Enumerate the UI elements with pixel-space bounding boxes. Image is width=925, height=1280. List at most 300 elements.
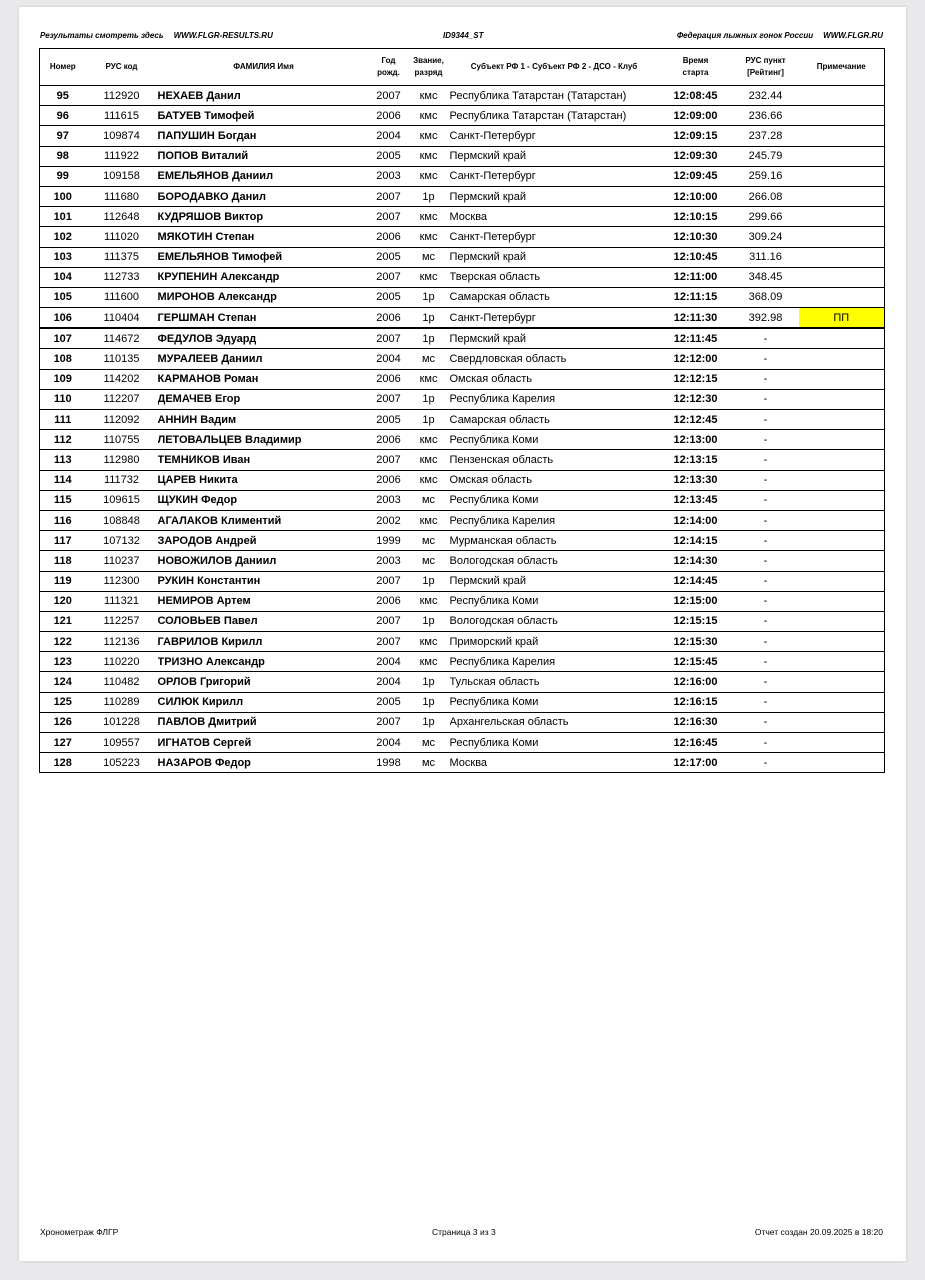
rus-points-cell: - <box>733 389 799 409</box>
note-cell <box>799 430 885 450</box>
rus-points-cell: 245.79 <box>733 146 799 166</box>
birth-year-cell: 2005 <box>370 146 408 166</box>
rus-points-cell: - <box>733 369 799 389</box>
start-time-cell: 12:12:30 <box>659 389 733 409</box>
start-time-cell: 12:15:30 <box>659 632 733 652</box>
birth-year-cell: 2006 <box>370 227 408 247</box>
start-number-cell: 107 <box>40 328 86 349</box>
start-time-cell: 12:10:00 <box>659 186 733 206</box>
table-row <box>40 349 885 369</box>
table-row <box>40 106 885 126</box>
rus-code-cell: 110482 <box>86 672 158 692</box>
col-year-header <box>370 49 408 86</box>
sport-rank-cell: 1р <box>408 712 450 732</box>
start-number-cell: 117 <box>40 531 86 551</box>
rus-points-cell: 232.44 <box>733 86 799 106</box>
birth-year-cell: 2007 <box>370 186 408 206</box>
start-list-table <box>39 48 885 773</box>
rus-code-cell: 111600 <box>86 287 158 307</box>
start-number-cell: 103 <box>40 247 86 267</box>
athlete-name-cell: ПОПОВ Виталий <box>158 146 370 166</box>
start-time-cell: 12:16:15 <box>659 692 733 712</box>
athlete-name-cell: ФЕДУЛОВ Эдуард <box>158 328 370 349</box>
note-cell <box>799 672 885 692</box>
rus-points-cell: - <box>733 490 799 510</box>
note-cell <box>799 733 885 753</box>
rus-points-cell: - <box>733 712 799 732</box>
athlete-name-cell: ОРЛОВ Григорий <box>158 672 370 692</box>
sport-rank-cell: кмс <box>408 227 450 247</box>
athlete-name-cell: ТРИЗНО Александр <box>158 652 370 672</box>
start-number-cell: 116 <box>40 510 86 530</box>
rus-points-cell: - <box>733 672 799 692</box>
rus-points-cell: 311.16 <box>733 247 799 267</box>
start-number-cell: 95 <box>40 86 86 106</box>
rus-code-cell: 110755 <box>86 430 158 450</box>
rus-code-cell: 101228 <box>86 712 158 732</box>
start-number-cell: 111 <box>40 410 86 430</box>
note-cell <box>799 349 885 369</box>
rus-code-cell: 112733 <box>86 267 158 287</box>
rus-code-cell: 111680 <box>86 186 158 206</box>
sport-rank-cell: кмс <box>408 146 450 166</box>
sport-rank-cell: мс <box>408 349 450 369</box>
note-cell <box>799 146 885 166</box>
table-row <box>40 632 885 652</box>
table-row <box>40 166 885 186</box>
sport-rank-cell: кмс <box>408 430 450 450</box>
athlete-name-cell: ПАВЛОВ Дмитрий <box>158 712 370 732</box>
rus-points-cell: - <box>733 632 799 652</box>
birth-year-cell: 2007 <box>370 328 408 349</box>
note-cell <box>799 510 885 530</box>
note-cell <box>799 267 885 287</box>
table-row <box>40 247 885 267</box>
region-club-cell: Республика Коми <box>450 692 659 712</box>
athlete-name-cell: ГЕРШМАН Степан <box>158 308 370 329</box>
rus-code-cell: 112920 <box>86 86 158 106</box>
sport-rank-cell: мс <box>408 247 450 267</box>
athlete-name-cell: ЕМЕЛЬЯНОВ Даниил <box>158 166 370 186</box>
athlete-name-cell: НЕМИРОВ Артем <box>158 591 370 611</box>
athlete-name-cell: СИЛЮК Кирилл <box>158 692 370 712</box>
sport-rank-cell: кмс <box>408 207 450 227</box>
rus-code-cell: 110220 <box>86 652 158 672</box>
col-note-header: Примечание <box>799 49 885 86</box>
note-cell <box>799 186 885 206</box>
sport-rank-cell: кмс <box>408 652 450 672</box>
region-club-cell: Пермский край <box>450 571 659 591</box>
rus-points-cell: 236.66 <box>733 106 799 126</box>
sport-rank-cell: кмс <box>408 166 450 186</box>
athlete-name-cell: МИРОНОВ Александр <box>158 287 370 307</box>
athlete-name-cell: КУДРЯШОВ Виктор <box>158 207 370 227</box>
start-time-cell: 12:10:30 <box>659 227 733 247</box>
birth-year-cell: 2005 <box>370 410 408 430</box>
table-row <box>40 186 885 206</box>
start-number-cell: 99 <box>40 166 86 186</box>
start-number-cell: 115 <box>40 490 86 510</box>
table-row <box>40 86 885 106</box>
athlete-name-cell: НОВОЖИЛОВ Даниил <box>158 551 370 571</box>
start-number-cell: 102 <box>40 227 86 247</box>
start-time-cell: 12:11:00 <box>659 267 733 287</box>
athlete-name-cell: КАРМАНОВ Роман <box>158 369 370 389</box>
note-cell <box>799 753 885 773</box>
col-rank-header <box>408 49 450 86</box>
document-page <box>19 7 906 1261</box>
birth-year-cell: 2003 <box>370 490 408 510</box>
start-number-cell: 110 <box>40 389 86 409</box>
birth-year-cell: 2007 <box>370 450 408 470</box>
start-number-cell: 106 <box>40 308 86 329</box>
start-number-cell: 113 <box>40 450 86 470</box>
col-year-line1: Год <box>381 56 396 65</box>
region-club-cell: Санкт-Петербург <box>450 126 659 146</box>
rus-code-cell: 111922 <box>86 146 158 166</box>
rus-points-cell: - <box>733 450 799 470</box>
start-number-cell: 105 <box>40 287 86 307</box>
region-club-cell: Санкт-Петербург <box>450 227 659 247</box>
sport-rank-cell: 1р <box>408 692 450 712</box>
rus-code-cell: 105223 <box>86 753 158 773</box>
page-header <box>40 31 883 45</box>
sport-rank-cell: кмс <box>408 450 450 470</box>
rus-code-cell: 109615 <box>86 490 158 510</box>
start-number-cell: 109 <box>40 369 86 389</box>
region-club-cell: Республика Коми <box>450 733 659 753</box>
col-points-line2: [Рейтинг] <box>747 68 784 77</box>
region-club-cell: Омская область <box>450 470 659 490</box>
table-row <box>40 652 885 672</box>
athlete-name-cell: РУКИН Константин <box>158 571 370 591</box>
region-club-cell: Москва <box>450 753 659 773</box>
region-club-cell: Свердловская область <box>450 349 659 369</box>
start-time-cell: 12:15:15 <box>659 611 733 631</box>
athlete-name-cell: МЯКОТИН Степан <box>158 227 370 247</box>
athlete-name-cell: ИГНАТОВ Сергей <box>158 733 370 753</box>
footer-timing: Хронометраж ФЛГР <box>40 1227 119 1237</box>
col-points-header <box>733 49 799 86</box>
col-name-header: ФАМИЛИЯ Имя <box>158 49 370 86</box>
birth-year-cell: 2006 <box>370 591 408 611</box>
rus-code-cell: 110237 <box>86 551 158 571</box>
rus-points-cell: - <box>733 753 799 773</box>
table-row <box>40 490 885 510</box>
start-number-cell: 114 <box>40 470 86 490</box>
start-time-cell: 12:13:30 <box>659 470 733 490</box>
region-club-cell: Самарская область <box>450 287 659 307</box>
start-number-cell: 96 <box>40 106 86 126</box>
results-site-url[interactable]: WWW.FLGR-RESULTS.RU <box>173 31 273 40</box>
sport-rank-cell: мс <box>408 733 450 753</box>
region-club-cell: Санкт-Петербург <box>450 308 659 329</box>
note-cell <box>799 490 885 510</box>
start-time-cell: 12:10:45 <box>659 247 733 267</box>
region-club-cell: Республика Коми <box>450 430 659 450</box>
col-time-header <box>659 49 733 86</box>
sport-rank-cell: 1р <box>408 308 450 329</box>
rus-code-cell: 110135 <box>86 349 158 369</box>
birth-year-cell: 2007 <box>370 632 408 652</box>
note-cell <box>799 531 885 551</box>
table-header-row <box>40 49 885 86</box>
birth-year-cell: 1999 <box>370 531 408 551</box>
sport-rank-cell: кмс <box>408 267 450 287</box>
athlete-name-cell: ТЕМНИКОВ Иван <box>158 450 370 470</box>
birth-year-cell: 2006 <box>370 106 408 126</box>
region-club-cell: Пермский край <box>450 186 659 206</box>
sport-rank-cell: мс <box>408 531 450 551</box>
rus-points-cell: - <box>733 470 799 490</box>
start-time-cell: 12:14:30 <box>659 551 733 571</box>
rus-code-cell: 111732 <box>86 470 158 490</box>
start-time-cell: 12:14:00 <box>659 510 733 530</box>
start-time-cell: 12:12:45 <box>659 410 733 430</box>
sport-rank-cell: кмс <box>408 591 450 611</box>
footer-created: Отчет создан 20.09.2025 в 18:20 <box>754 1227 883 1237</box>
note-cell <box>799 571 885 591</box>
region-club-cell: Приморский край <box>450 632 659 652</box>
rus-points-cell: - <box>733 591 799 611</box>
rus-points-cell: - <box>733 571 799 591</box>
start-number-cell: 121 <box>40 611 86 631</box>
start-time-cell: 12:09:45 <box>659 166 733 186</box>
sport-rank-cell: кмс <box>408 106 450 126</box>
birth-year-cell: 2007 <box>370 611 408 631</box>
table-row <box>40 611 885 631</box>
birth-year-cell: 2005 <box>370 692 408 712</box>
note-cell <box>799 450 885 470</box>
col-rank-line1: Звание, <box>413 56 444 65</box>
rus-points-cell: - <box>733 692 799 712</box>
table-row <box>40 591 885 611</box>
start-time-cell: 12:12:00 <box>659 349 733 369</box>
start-time-cell: 12:12:15 <box>659 369 733 389</box>
col-rank-line2: разряд <box>414 68 443 77</box>
sport-rank-cell: 1р <box>408 672 450 692</box>
region-club-cell: Пензенская область <box>450 450 659 470</box>
col-code-header: РУС код <box>86 49 158 86</box>
region-club-cell: Омская область <box>450 369 659 389</box>
col-year-line2: рожд. <box>377 68 400 77</box>
note-cell <box>799 106 885 126</box>
start-number-cell: 108 <box>40 349 86 369</box>
birth-year-cell: 2003 <box>370 166 408 186</box>
start-number-cell: 127 <box>40 733 86 753</box>
note-cell <box>799 591 885 611</box>
birth-year-cell: 2007 <box>370 712 408 732</box>
start-time-cell: 12:14:45 <box>659 571 733 591</box>
start-number-cell: 120 <box>40 591 86 611</box>
rus-points-cell: - <box>733 349 799 369</box>
athlete-name-cell: ЕМЕЛЬЯНОВ Тимофей <box>158 247 370 267</box>
athlete-name-cell: ПАПУШИН Богдан <box>158 126 370 146</box>
start-number-cell: 118 <box>40 551 86 571</box>
rus-code-cell: 111375 <box>86 247 158 267</box>
rus-code-cell: 114202 <box>86 369 158 389</box>
sport-rank-cell: 1р <box>408 389 450 409</box>
athlete-name-cell: БАТУЕВ Тимофей <box>158 106 370 126</box>
birth-year-cell: 2006 <box>370 308 408 329</box>
rus-code-cell: 114672 <box>86 328 158 349</box>
region-club-cell: Пермский край <box>450 247 659 267</box>
sport-rank-cell: кмс <box>408 126 450 146</box>
table-row <box>40 672 885 692</box>
rus-points-cell: 266.08 <box>733 186 799 206</box>
athlete-name-cell: СОЛОВЬЕВ Павел <box>158 611 370 631</box>
region-club-cell: Вологодская область <box>450 551 659 571</box>
note-cell <box>799 369 885 389</box>
note-cell <box>799 86 885 106</box>
athlete-name-cell: НЕХАЕВ Данил <box>158 86 370 106</box>
federation-url[interactable]: WWW.FLGR.RU <box>823 31 883 40</box>
region-club-cell: Пермский край <box>450 146 659 166</box>
sport-rank-cell: мс <box>408 753 450 773</box>
birth-year-cell: 2007 <box>370 389 408 409</box>
table-row <box>40 308 885 329</box>
start-time-cell: 12:14:15 <box>659 531 733 551</box>
sport-rank-cell: мс <box>408 490 450 510</box>
sport-rank-cell: 1р <box>408 186 450 206</box>
note-cell <box>799 652 885 672</box>
athlete-name-cell: КРУПЕНИН Александр <box>158 267 370 287</box>
region-club-cell: Вологодская область <box>450 611 659 631</box>
federation-text: Федерация лыжных гонок России <box>676 31 814 40</box>
rus-points-cell: 259.16 <box>733 166 799 186</box>
sport-rank-cell: кмс <box>408 369 450 389</box>
table-row <box>40 207 885 227</box>
start-number-cell: 126 <box>40 712 86 732</box>
start-time-cell: 12:11:15 <box>659 287 733 307</box>
note-cell <box>799 207 885 227</box>
page-footer <box>40 1227 883 1241</box>
start-time-cell: 12:16:30 <box>659 712 733 732</box>
table-row <box>40 470 885 490</box>
start-time-cell: 12:11:30 <box>659 308 733 329</box>
rus-code-cell: 111615 <box>86 106 158 126</box>
note-cell <box>799 247 885 267</box>
rus-code-cell: 110404 <box>86 308 158 329</box>
rus-code-cell: 112257 <box>86 611 158 631</box>
table-row <box>40 753 885 773</box>
rus-points-cell: 392.98 <box>733 308 799 329</box>
start-time-cell: 12:13:00 <box>659 430 733 450</box>
table-row <box>40 510 885 530</box>
athlete-name-cell: ЩУКИН Федор <box>158 490 370 510</box>
region-club-cell: Республика Татарстан (Татарстан) <box>450 86 659 106</box>
table-row <box>40 389 885 409</box>
table-body <box>40 86 885 773</box>
birth-year-cell: 2006 <box>370 430 408 450</box>
rus-code-cell: 112092 <box>86 410 158 430</box>
region-club-cell: Республика Карелия <box>450 389 659 409</box>
rus-points-cell: - <box>733 733 799 753</box>
start-number-cell: 98 <box>40 146 86 166</box>
table-row <box>40 267 885 287</box>
athlete-name-cell: ЛЕТОВАЛЬЦЕВ Владимир <box>158 430 370 450</box>
start-time-cell: 12:09:15 <box>659 126 733 146</box>
note-cell: ПП <box>799 308 885 329</box>
sport-rank-cell: 1р <box>408 287 450 307</box>
col-time-line2: старта <box>682 68 709 77</box>
start-number-cell: 124 <box>40 672 86 692</box>
table-row <box>40 146 885 166</box>
table-row <box>40 410 885 430</box>
note-cell <box>799 227 885 247</box>
note-cell <box>799 410 885 430</box>
athlete-name-cell: ЗАРОДОВ Андрей <box>158 531 370 551</box>
start-number-cell: 128 <box>40 753 86 773</box>
table-row <box>40 126 885 146</box>
region-club-cell: Самарская область <box>450 410 659 430</box>
rus-code-cell: 112980 <box>86 450 158 470</box>
table-row <box>40 328 885 349</box>
birth-year-cell: 2002 <box>370 510 408 530</box>
table-row <box>40 450 885 470</box>
rus-points-cell: - <box>733 551 799 571</box>
rus-points-cell: - <box>733 652 799 672</box>
rus-code-cell: 112136 <box>86 632 158 652</box>
sport-rank-cell: кмс <box>408 632 450 652</box>
rus-code-cell: 109874 <box>86 126 158 146</box>
rus-points-cell: - <box>733 611 799 631</box>
birth-year-cell: 2007 <box>370 267 408 287</box>
rus-points-cell: - <box>733 510 799 530</box>
table-row <box>40 571 885 591</box>
birth-year-cell: 2003 <box>370 551 408 571</box>
note-cell <box>799 551 885 571</box>
start-time-cell: 12:13:45 <box>659 490 733 510</box>
birth-year-cell: 2004 <box>370 126 408 146</box>
col-num-header: Номер <box>40 49 86 86</box>
region-club-cell: Республика Коми <box>450 591 659 611</box>
region-club-cell: Пермский край <box>450 328 659 349</box>
sport-rank-cell: мс <box>408 551 450 571</box>
note-cell <box>799 126 885 146</box>
region-club-cell: Республика Карелия <box>450 652 659 672</box>
rus-code-cell: 109557 <box>86 733 158 753</box>
start-number-cell: 101 <box>40 207 86 227</box>
sport-rank-cell: 1р <box>408 410 450 430</box>
start-number-cell: 123 <box>40 652 86 672</box>
start-time-cell: 12:13:15 <box>659 450 733 470</box>
note-cell <box>799 389 885 409</box>
sport-rank-cell: кмс <box>408 510 450 530</box>
start-time-cell: 12:10:15 <box>659 207 733 227</box>
table-row <box>40 430 885 450</box>
start-time-cell: 12:08:45 <box>659 86 733 106</box>
birth-year-cell: 2007 <box>370 207 408 227</box>
race-id: ID9344_ST <box>443 31 484 40</box>
table-row <box>40 712 885 732</box>
start-number-cell: 125 <box>40 692 86 712</box>
region-club-cell: Тульская область <box>450 672 659 692</box>
start-time-cell: 12:16:00 <box>659 672 733 692</box>
sport-rank-cell: 1р <box>408 328 450 349</box>
birth-year-cell: 2004 <box>370 652 408 672</box>
birth-year-cell: 2007 <box>370 571 408 591</box>
birth-year-cell: 1998 <box>370 753 408 773</box>
table-row <box>40 287 885 307</box>
rus-points-cell: - <box>733 430 799 450</box>
table-row <box>40 733 885 753</box>
start-number-cell: 122 <box>40 632 86 652</box>
start-time-cell: 12:09:30 <box>659 146 733 166</box>
start-time-cell: 12:09:00 <box>659 106 733 126</box>
note-cell <box>799 632 885 652</box>
rus-points-cell: 237.28 <box>733 126 799 146</box>
